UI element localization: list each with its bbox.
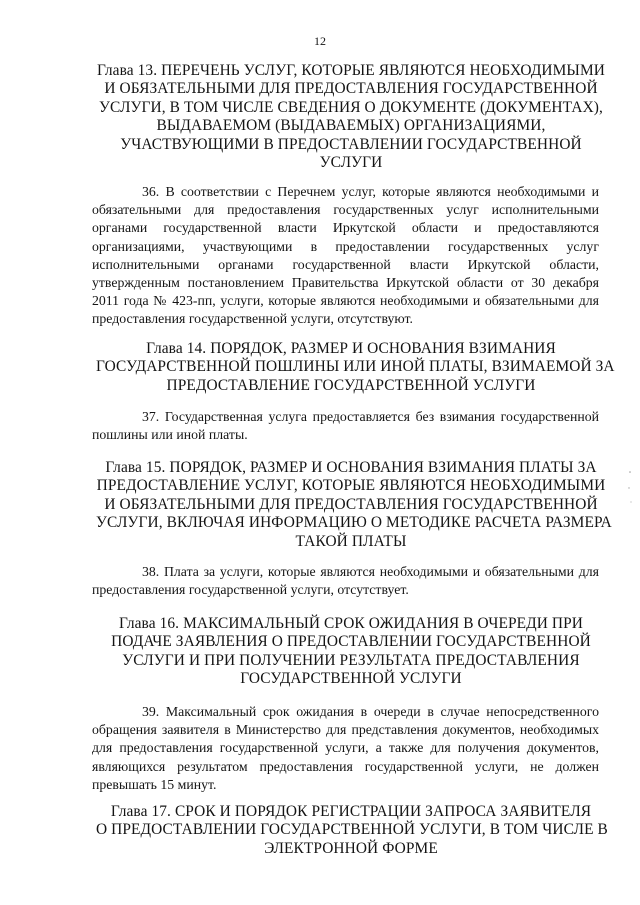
heading-line: И ОБЯЗАТЕЛЬНЫМИ ДЛЯ ПРЕДОСТАВЛЕНИЯ ГОСУДАРСТВЕННОЙ [104,80,598,98]
heading-line: УЧАСТВУЮЩИМИ В ПРЕДОСТАВЛЕНИИ ГОСУДАРСТВЕННОЙ [120,135,582,153]
heading-line: ПРЕДОСТАВЛЕНИЕ УСЛУГ, КОТОРЫЕ ЯВЛЯЮТСЯ НЕОБХОДИМЫМИ [96,477,606,495]
heading-line: ВЫДАВАЕМОМ (ВЫДАВАЕМЫХ) ОРГАНИЗАЦИЯМИ, [156,117,546,135]
heading-line: ТАКОЙ ПЛАТЫ [295,532,407,550]
heading-line: УСЛУГИ И ПРИ ПОЛУЧЕНИИ РЕЗУЛЬТАТА ПРЕДОСТАВЛЕНИЯ [122,651,580,669]
heading-line: ПРЕДОСТАВЛЕНИЕ ГОСУДАРСТВЕННОЙ УСЛУГИ [166,376,536,394]
heading-line: Глава 15. ПОРЯДОК, РАЗМЕР И ОСНОВАНИЯ ВЗИМАНИЯ ПЛАТЫ ЗА [105,459,597,476]
heading-line: УСЛУГИ, ВКЛЮЧАЯ ИНФОРМАЦИЮ О МЕТОДИКЕ РАСЧЕТА РАЗМЕРА [96,514,612,532]
paragraph-37: 37. Государственная услуга предоставляется без взимания государственной пошлины или иной платы. [92,409,599,443]
heading-line: И ОБЯЗАТЕЛЬНЫМИ ДЛЯ ПРЕДОСТАВЛЕНИЯ ГОСУДАРСТВЕННОЙ [104,495,598,513]
chapter-13-heading [96,62,606,172]
heading-line: Глава 17. СРОК И ПОРЯДОК РЕГИСТРАЦИИ ЗАПРОСА ЗАЯВИТЕЛЯ [110,803,592,820]
heading-line: УСЛУГИ, В ТОМ ЧИСЛЕ СВЕДЕНИЯ О ДОКУМЕНТЕ (ДОКУМЕНТАХ), [99,98,603,116]
paragraph-36: 36. В соответствии с Перечнем услуг, которые являются необходимыми и обязательными для предоставления государственных услуг исполнительными органами государственной власти Иркутской области и предоставляются организациями, участвующими в предоставлении государственных услуг исполнительными органами государственной власти Иркутской области, утвержденным постановлением Правительства Иркутской области от 30 декабря 2011 года № 423-пп, услуги, которые являются необходимыми и обязательными для предоставления государственной услуги, отсутствуют. [92,184,599,327]
page-number: 12 [314,34,326,48]
chapter-14-heading [96,340,615,395]
scan-specks [626,468,634,508]
chapter-16-heading [96,615,606,689]
chapter-15-heading [96,459,612,551]
heading-line: ГОСУДАРСТВЕННОЙ ПОШЛИНЫ ИЛИ ИНОЙ ПЛАТЫ, ВЗИМАЕМОЙ ЗА [96,358,615,376]
heading-line: Глава 14. ПОРЯДОК, РАЗМЕР И ОСНОВАНИЯ ВЗИМАНИЯ [146,340,556,357]
paragraph-39: 39. Максимальный срок ожидания в очереди в случае непосредственного обращения заявителя в Министерство для представления документов, необходимых для предоставления государственной услуги, а также для получения документов, являющихся результатом предоставления государственной услуги, не должен превышать 15 минут. [92,704,599,792]
heading-line: О ПРЕДОСТАВЛЕНИИ ГОСУДАРСТВЕННОЙ УСЛУГИ, В ТОМ ЧИСЛЕ В [96,821,608,839]
heading-line: Глава 13. ПЕРЕЧЕНЬ УСЛУГ, КОТОРЫЕ ЯВЛЯЮТСЯ НЕОБХОДИМЫМИ [97,62,605,79]
heading-line: УСЛУГИ [319,154,383,172]
heading-line: ГОСУДАРСТВЕННОЙ УСЛУГИ [240,670,462,688]
heading-line: Глава 16. МАКСИМАЛЬНЫЙ СРОК ОЖИДАНИЯ В ОЧЕРЕДИ ПРИ [118,615,583,632]
heading-line: ЭЛЕКТРОННОЙ ФОРМЕ [264,839,438,857]
heading-line: ПОДАЧЕ ЗАЯВЛЕНИЯ О ПРЕДОСТАВЛЕНИИ ГОСУДАРСТВЕННОЙ [111,633,591,651]
paragraph-38: 38. Плата за услуги, которые являются необходимыми и обязательными для предоставления государственной услуги, отсутствует. [92,564,599,598]
chapter-17-heading [96,803,606,858]
